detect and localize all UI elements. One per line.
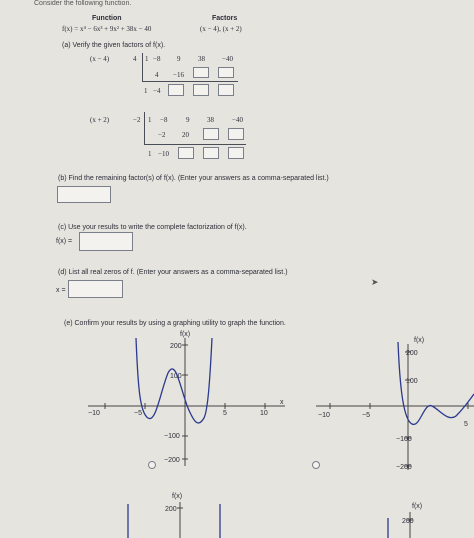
div1-horizontal-bar [142, 81, 238, 82]
part-d-prompt: (d) List all real zeros of f. (Enter your answers as a comma-separated list.) [58, 269, 288, 276]
div1-row2-c3: −16 [173, 71, 184, 79]
div1-row1-c2: −8 [153, 55, 161, 63]
div2-row1-c3: 9 [186, 116, 190, 124]
graph-option-1[interactable] [80, 328, 290, 468]
div1-row3-c2: −4 [153, 87, 161, 95]
graph1-ytick-100: 100 [170, 373, 182, 380]
graph2-ytick-neg100: −100 [396, 436, 412, 443]
factorization-input[interactable] [79, 232, 133, 251]
div2-vertical-bar [144, 112, 145, 144]
part-c-prompt: (c) Use your results to write the complete factorization of f(x). [58, 224, 247, 231]
div1-row3-input-1[interactable] [168, 84, 184, 96]
div1-root: 4 [133, 55, 137, 63]
div2-row2-input-1[interactable] [203, 128, 219, 140]
part-b-prompt: (b) Find the remaining factor(s) of f(x). (Enter your answers as a comma-separated list.) [58, 175, 329, 182]
given-factors: (x − 4), (x + 2) [200, 25, 242, 33]
div1-row3-input-3[interactable] [218, 84, 234, 96]
graph2-ytick-200: 200 [406, 350, 418, 357]
div2-row3-c1: 1 [148, 150, 152, 158]
remaining-factors-input[interactable] [57, 186, 111, 203]
graph-option-1-radio[interactable] [148, 461, 156, 469]
div2-row1-c5: −40 [232, 116, 243, 124]
graph3-ylabel: f(x) [172, 493, 183, 500]
part-e-prompt: (e) Confirm your results by using a graphing utility to graph the function. [64, 320, 286, 327]
div2-row2-c3: 20 [182, 131, 189, 139]
graph2-xtick-neg10: −10 [318, 412, 330, 419]
graph-option-2-radio[interactable] [312, 461, 320, 469]
div2-row1-c1: 1 [148, 116, 152, 124]
graph1-xtick-5: 5 [223, 410, 227, 417]
graph1-xtick-10: 10 [260, 410, 268, 417]
factors-header: Factors [212, 15, 238, 22]
graph4-ylabel: f(x) [412, 503, 423, 510]
graph3-ytick-200: 200 [165, 506, 177, 513]
div1-row1-c1: 1 [145, 55, 149, 63]
intro-text: Consider the following function. [34, 0, 132, 7]
graph1-ytick-neg100: −100 [164, 433, 180, 440]
graph4-ytick-200: 200 [402, 518, 414, 525]
div2-row3-c2: −10 [158, 150, 169, 158]
div2-root: −2 [133, 116, 141, 124]
graph1-ytick-neg200: −200 [164, 457, 180, 464]
graph2-ytick-neg200: −200 [396, 464, 412, 471]
part-a-prompt: (a) Verify the given factors of f(x). [62, 42, 166, 49]
div2-row1-c2: −8 [160, 116, 168, 124]
graph2-xtick-5: 5 [464, 421, 468, 428]
graph1-xlabel: x [280, 399, 284, 406]
div1-factor: (x − 4) [90, 55, 110, 63]
graph1-xtick-neg10: −10 [88, 410, 100, 417]
graph1-ylabel: f(x) [180, 331, 191, 338]
div2-row2-input-2[interactable] [228, 128, 244, 140]
div1-row1-c4: 38 [198, 55, 205, 63]
mouse-cursor-icon: ➤ [371, 277, 379, 287]
function-header: Function [92, 15, 122, 22]
zeros-input[interactable] [68, 280, 123, 298]
div1-row3-input-2[interactable] [193, 84, 209, 96]
div2-row3-input-3[interactable] [228, 147, 244, 159]
div1-row1-c3: 9 [177, 55, 181, 63]
div1-row3-c1: 1 [144, 87, 148, 95]
graph2-ytick-100: 100 [406, 378, 418, 385]
graph2-xtick-neg5: −5 [362, 412, 370, 419]
graph1-ytick-200: 200 [170, 343, 182, 350]
div2-row2-c2: −2 [158, 131, 166, 139]
function-expression: f(x) = x⁴ − 6x³ + 9x² + 38x − 40 [62, 25, 152, 33]
div2-row3-input-2[interactable] [203, 147, 219, 159]
div2-horizontal-bar [144, 144, 246, 145]
graph-option-2[interactable] [316, 332, 474, 472]
factorization-label: f(x) = [56, 238, 73, 245]
graph2-ylabel: f(x) [414, 337, 425, 344]
div1-row2-input-2[interactable] [218, 67, 234, 78]
graph1-xtick-neg5: −5 [134, 410, 142, 417]
div1-row2-input-1[interactable] [193, 67, 209, 78]
div2-row1-c4: 38 [207, 116, 214, 124]
graph1-curve [136, 338, 212, 423]
graph-option-4[interactable] [380, 498, 440, 538]
div2-factor: (x + 2) [90, 116, 110, 124]
div1-row1-c5: −40 [222, 55, 233, 63]
zeros-label: x = [56, 287, 66, 294]
div1-vertical-bar [142, 53, 143, 81]
graph-option-3[interactable] [120, 488, 240, 538]
div1-row2-c2: 4 [155, 71, 159, 79]
div2-row3-input-1[interactable] [178, 147, 194, 159]
